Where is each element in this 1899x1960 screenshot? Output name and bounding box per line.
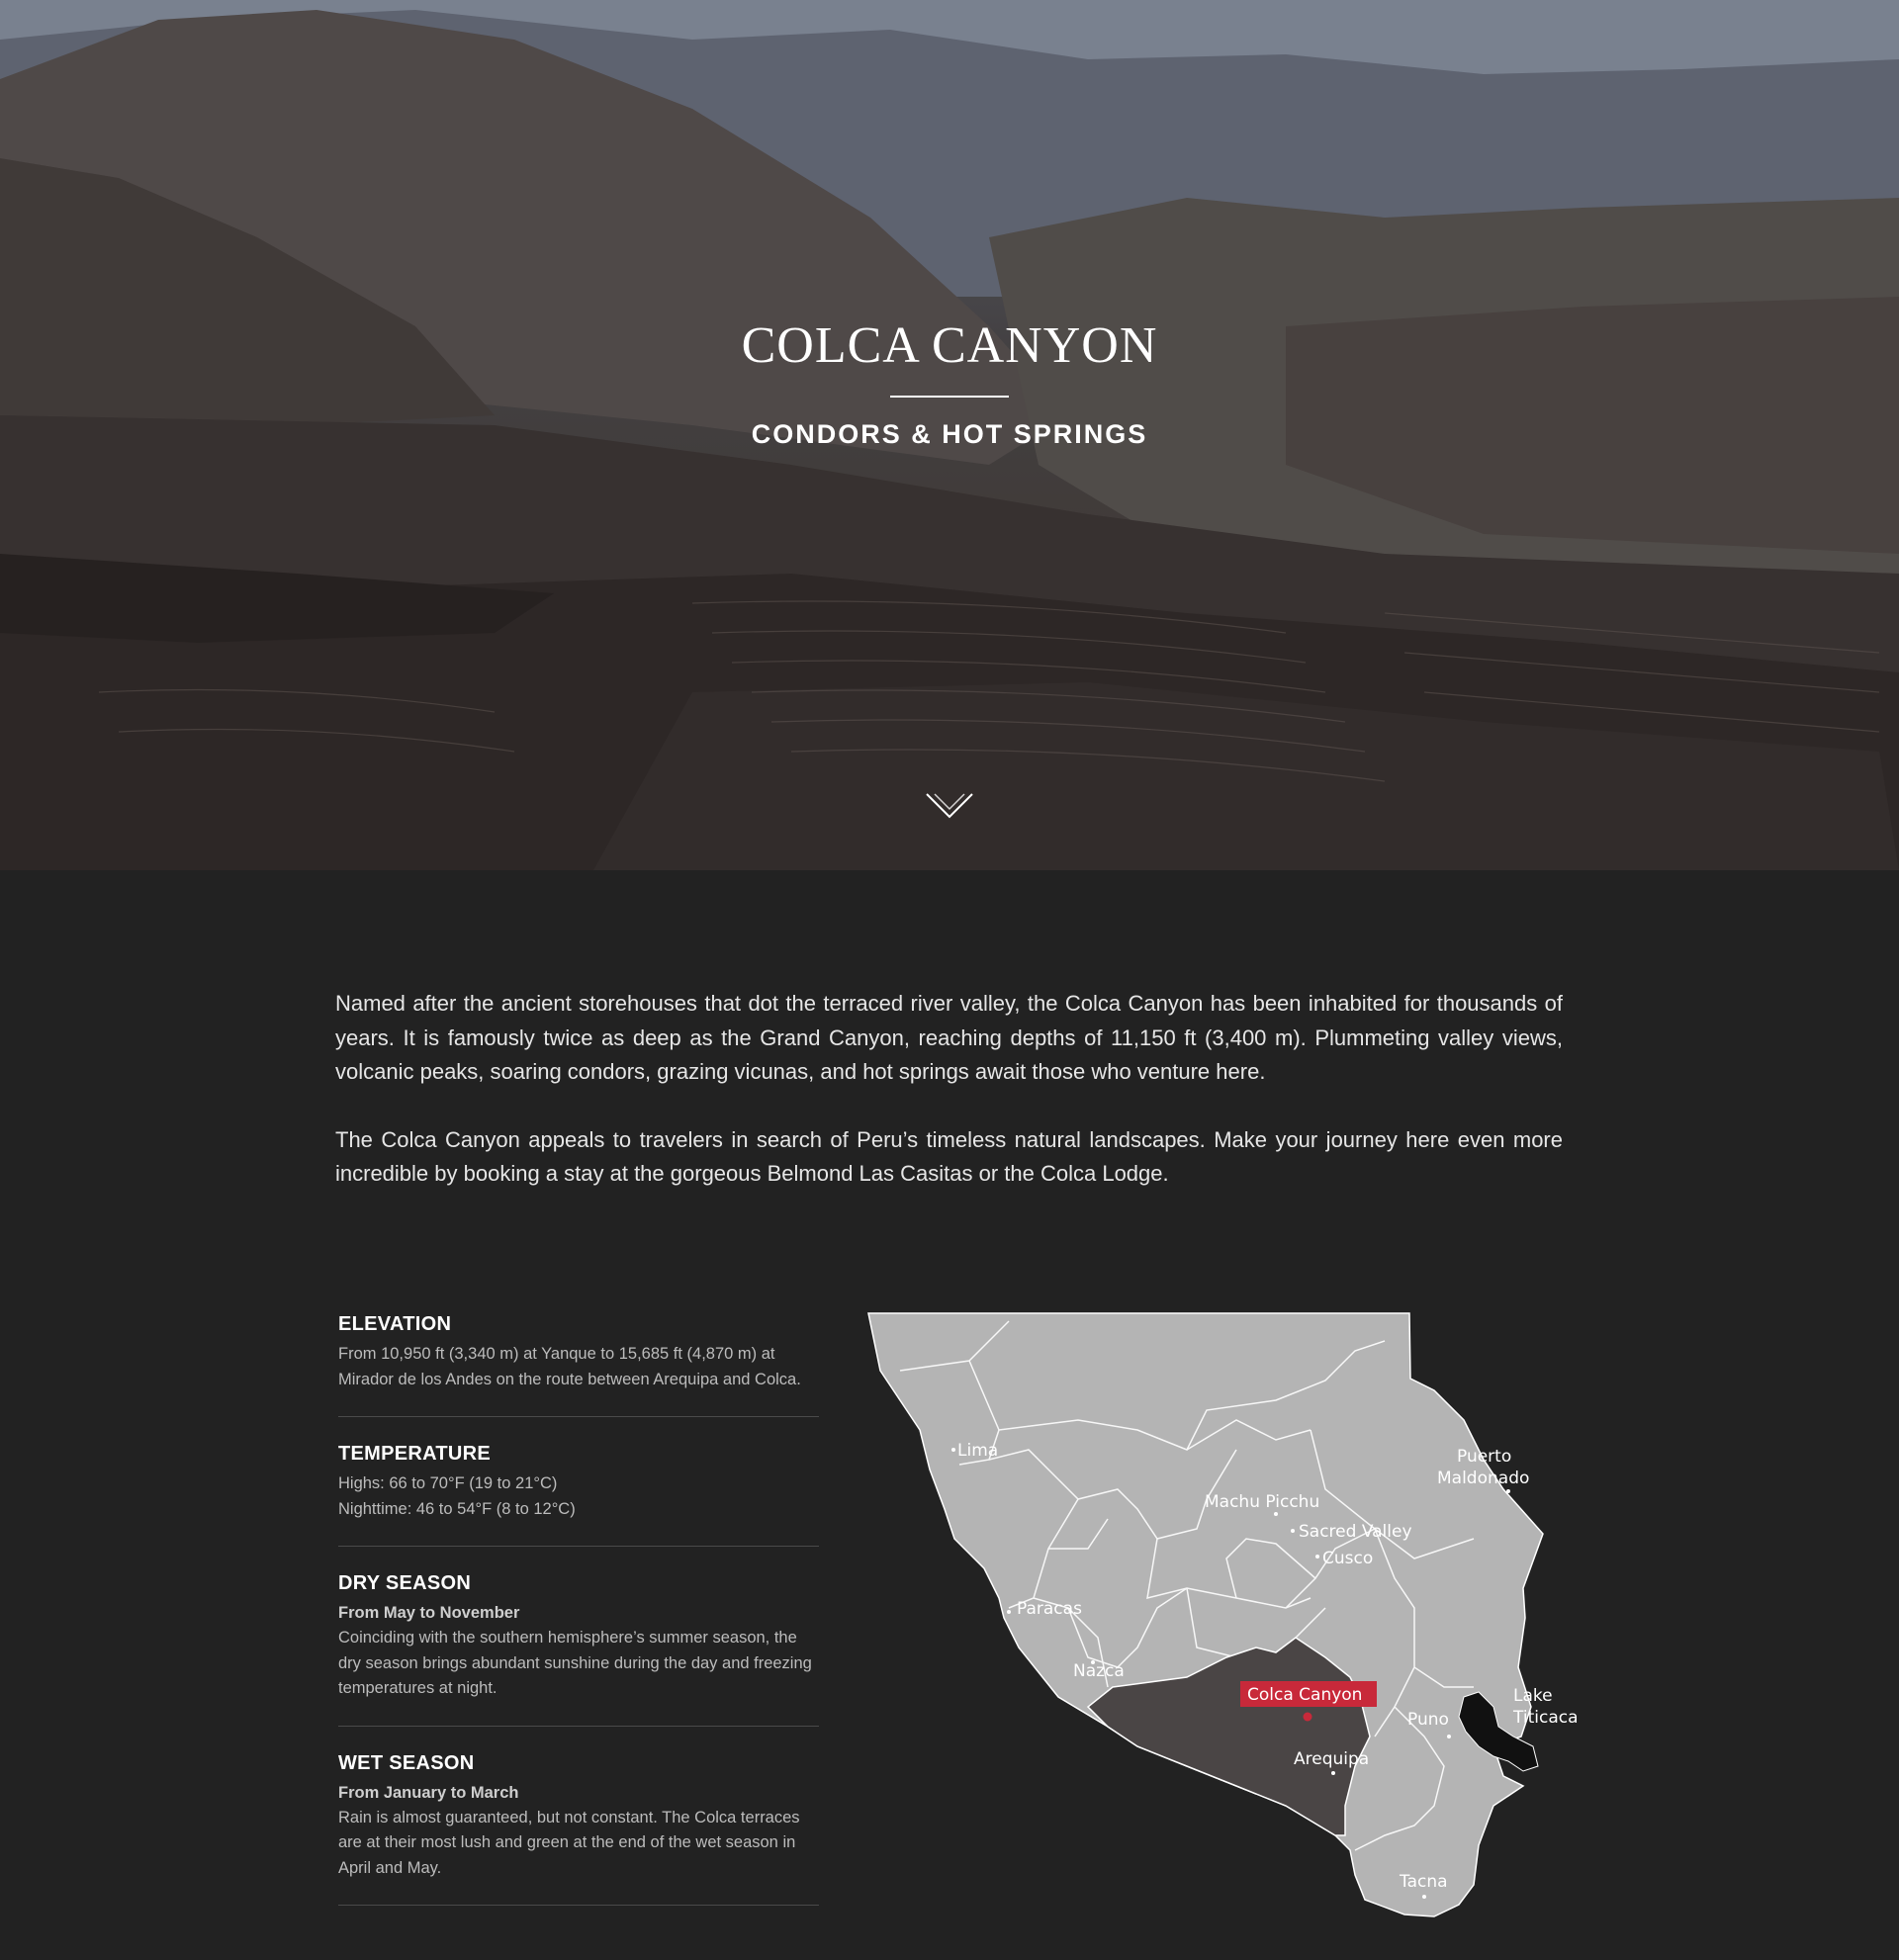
map-label-maldonado: Maldonado [1437,1469,1530,1488]
map-landmass [868,1313,1543,1916]
map-label-puno: Puno [1407,1710,1449,1730]
hero-banner [0,0,1899,870]
intro-text [335,987,1563,1225]
fact-subtitle: From May to November [338,1604,520,1622]
map-label-arequipa: Arequipa [1294,1749,1370,1769]
map-label-lima: Lima [957,1441,999,1461]
fact-title: ELEVATION [338,1313,452,1335]
title-divider [890,396,1009,398]
map-label-lake: Lake [1513,1686,1553,1706]
fact-body: Rain is almost guaranteed, but not constant. The Colca terraces are at their most lush and green at the end of the wet season in April and May. [338,1808,800,1877]
map-label-cusco: Cusco [1322,1549,1374,1568]
facts-list [338,1313,819,1931]
fact-title: TEMPERATURE [338,1443,492,1465]
fact-body: From 10,950 ft (3,340 m) at Yanque to 15,685 ft (4,870 m) at Mirador de los Andes on the route between Arequipa and Colca. [338,1345,801,1388]
fact-body: Coinciding with the southern hemisphere’s summer season, the dry season brings abundant sunshine during the day and freezing temperatures at night. [338,1629,812,1697]
map-label-paracas: Paracas [1017,1599,1082,1619]
fact-title: DRY SEASON [338,1572,472,1594]
map-label-titicaca: Titicaca [1513,1708,1579,1728]
fact-temperature [338,1443,819,1547]
fact-line: Nighttime: 46 to 54°F (8 to 12°C) [338,1499,576,1518]
page-title: COLCA CANYON [741,317,1158,374]
map-label-machu-picchu: Machu Picchu [1205,1492,1320,1512]
chevron-down-icon[interactable] [925,791,974,821]
page-subtitle: CONDORS & HOT SPRINGS [751,419,1148,449]
intro-paragraph: The Colca Canyon appeals to travelers in search of Peru’s timeless natural landscapes. Make your journey here even more incredible by booking a stay at the gorgeous Belmond Las Casitas or the Colca Lodge. [335,1126,1563,1186]
fact-title: WET SEASON [338,1751,475,1774]
hero-title-block [0,314,1899,450]
map-label-tacna: Tacna [1400,1872,1448,1892]
fact-wet-season [338,1752,819,1907]
map-pin-colca [1304,1713,1312,1722]
map-label-puerto: Puerto [1457,1447,1512,1467]
map-label-nazca: Nazca [1073,1661,1125,1681]
fact-elevation [338,1313,819,1417]
map-label-colca-canyon: Colca Canyon [1247,1685,1363,1705]
intro-paragraph: Named after the ancient storehouses that dot the terraced river valley, the Colca Canyon has been inhabited for thousands of years. It is famously twice as deep as the Grand Canyon, reaching depths of 11,150 ft (3,400 m). Plummeting valley views, volcanic peaks, soaring condors, grazing vicunas, and hot springs await those who venture here. [335,991,1563,1084]
fact-line: Highs: 66 to 70°F (19 to 21°C) [338,1474,558,1492]
fact-dry-season [338,1572,819,1727]
map-label-sacred-valley: Sacred Valley [1299,1522,1412,1542]
fact-subtitle: From January to March [338,1783,519,1802]
peru-region-map [860,1311,1592,1924]
